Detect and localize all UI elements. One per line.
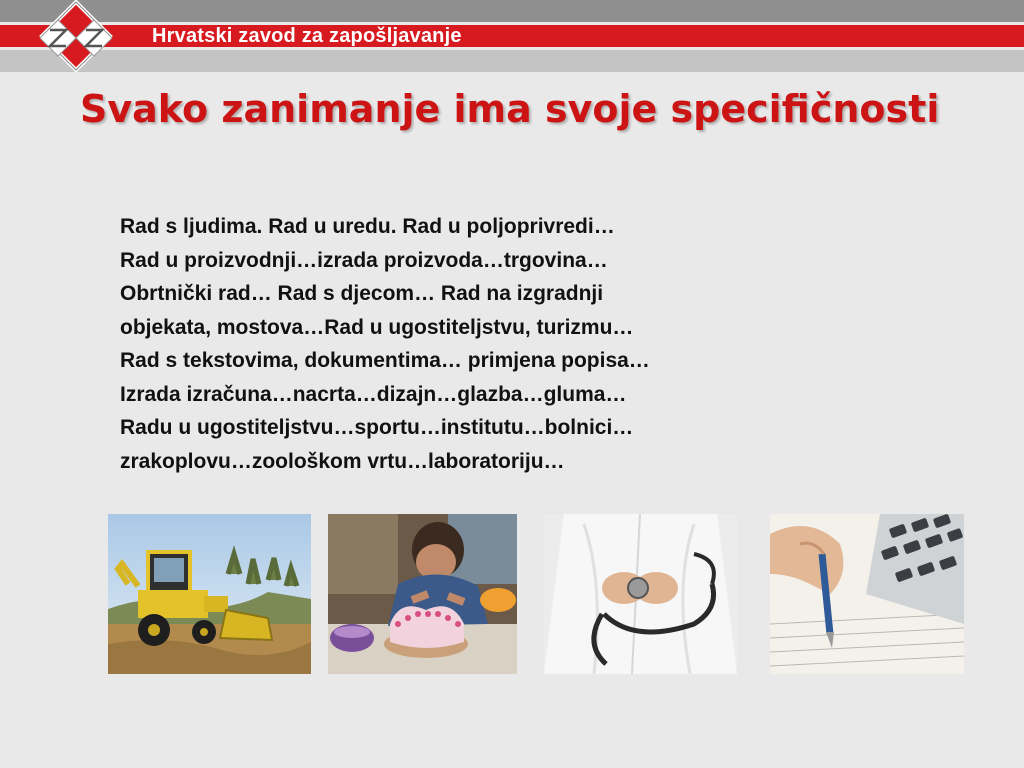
header-bar (0, 0, 1024, 72)
doctor-stethoscope-photo (544, 514, 737, 674)
body-line: Rad s ljudima. Rad u uredu. Rad u poljoprivredi… (120, 215, 615, 238)
slide-body (120, 210, 880, 478)
body-line: zrakoplovu…zoološkom vrtu…laboratoriju… (120, 449, 565, 473)
body-line: Izrada izračuna…nacrta…dizajn…glazba…gluma… (120, 382, 627, 406)
calculator-writing-photo (770, 514, 964, 674)
cake-decorating-photo (328, 514, 517, 674)
body-line: Rad s tekstovima, dokumentima… primjena popisa… (120, 349, 650, 372)
body-line: Rad u proizvodnji…izrada proizvoda…trgovina… (120, 248, 608, 272)
slide-title: Svako zanimanje ima svoje specifičnosti (80, 87, 940, 131)
excavator-photo (108, 514, 311, 674)
hzz-logo-icon (18, 0, 134, 72)
body-line: objekata, mostova…Rad u ugostiteljstvu, turizmu… (120, 315, 634, 339)
header-light-stripe (0, 50, 1024, 72)
body-line: Obrtnički rad… Rad s djecom… Rad na izgradnji (120, 282, 604, 305)
body-line: Radu u ugostiteljstvu…sportu…institutu…bolnici… (120, 416, 634, 439)
organization-name: Hrvatski zavod za zapošljavanje (152, 25, 462, 47)
header-gray-stripe (0, 0, 1024, 22)
